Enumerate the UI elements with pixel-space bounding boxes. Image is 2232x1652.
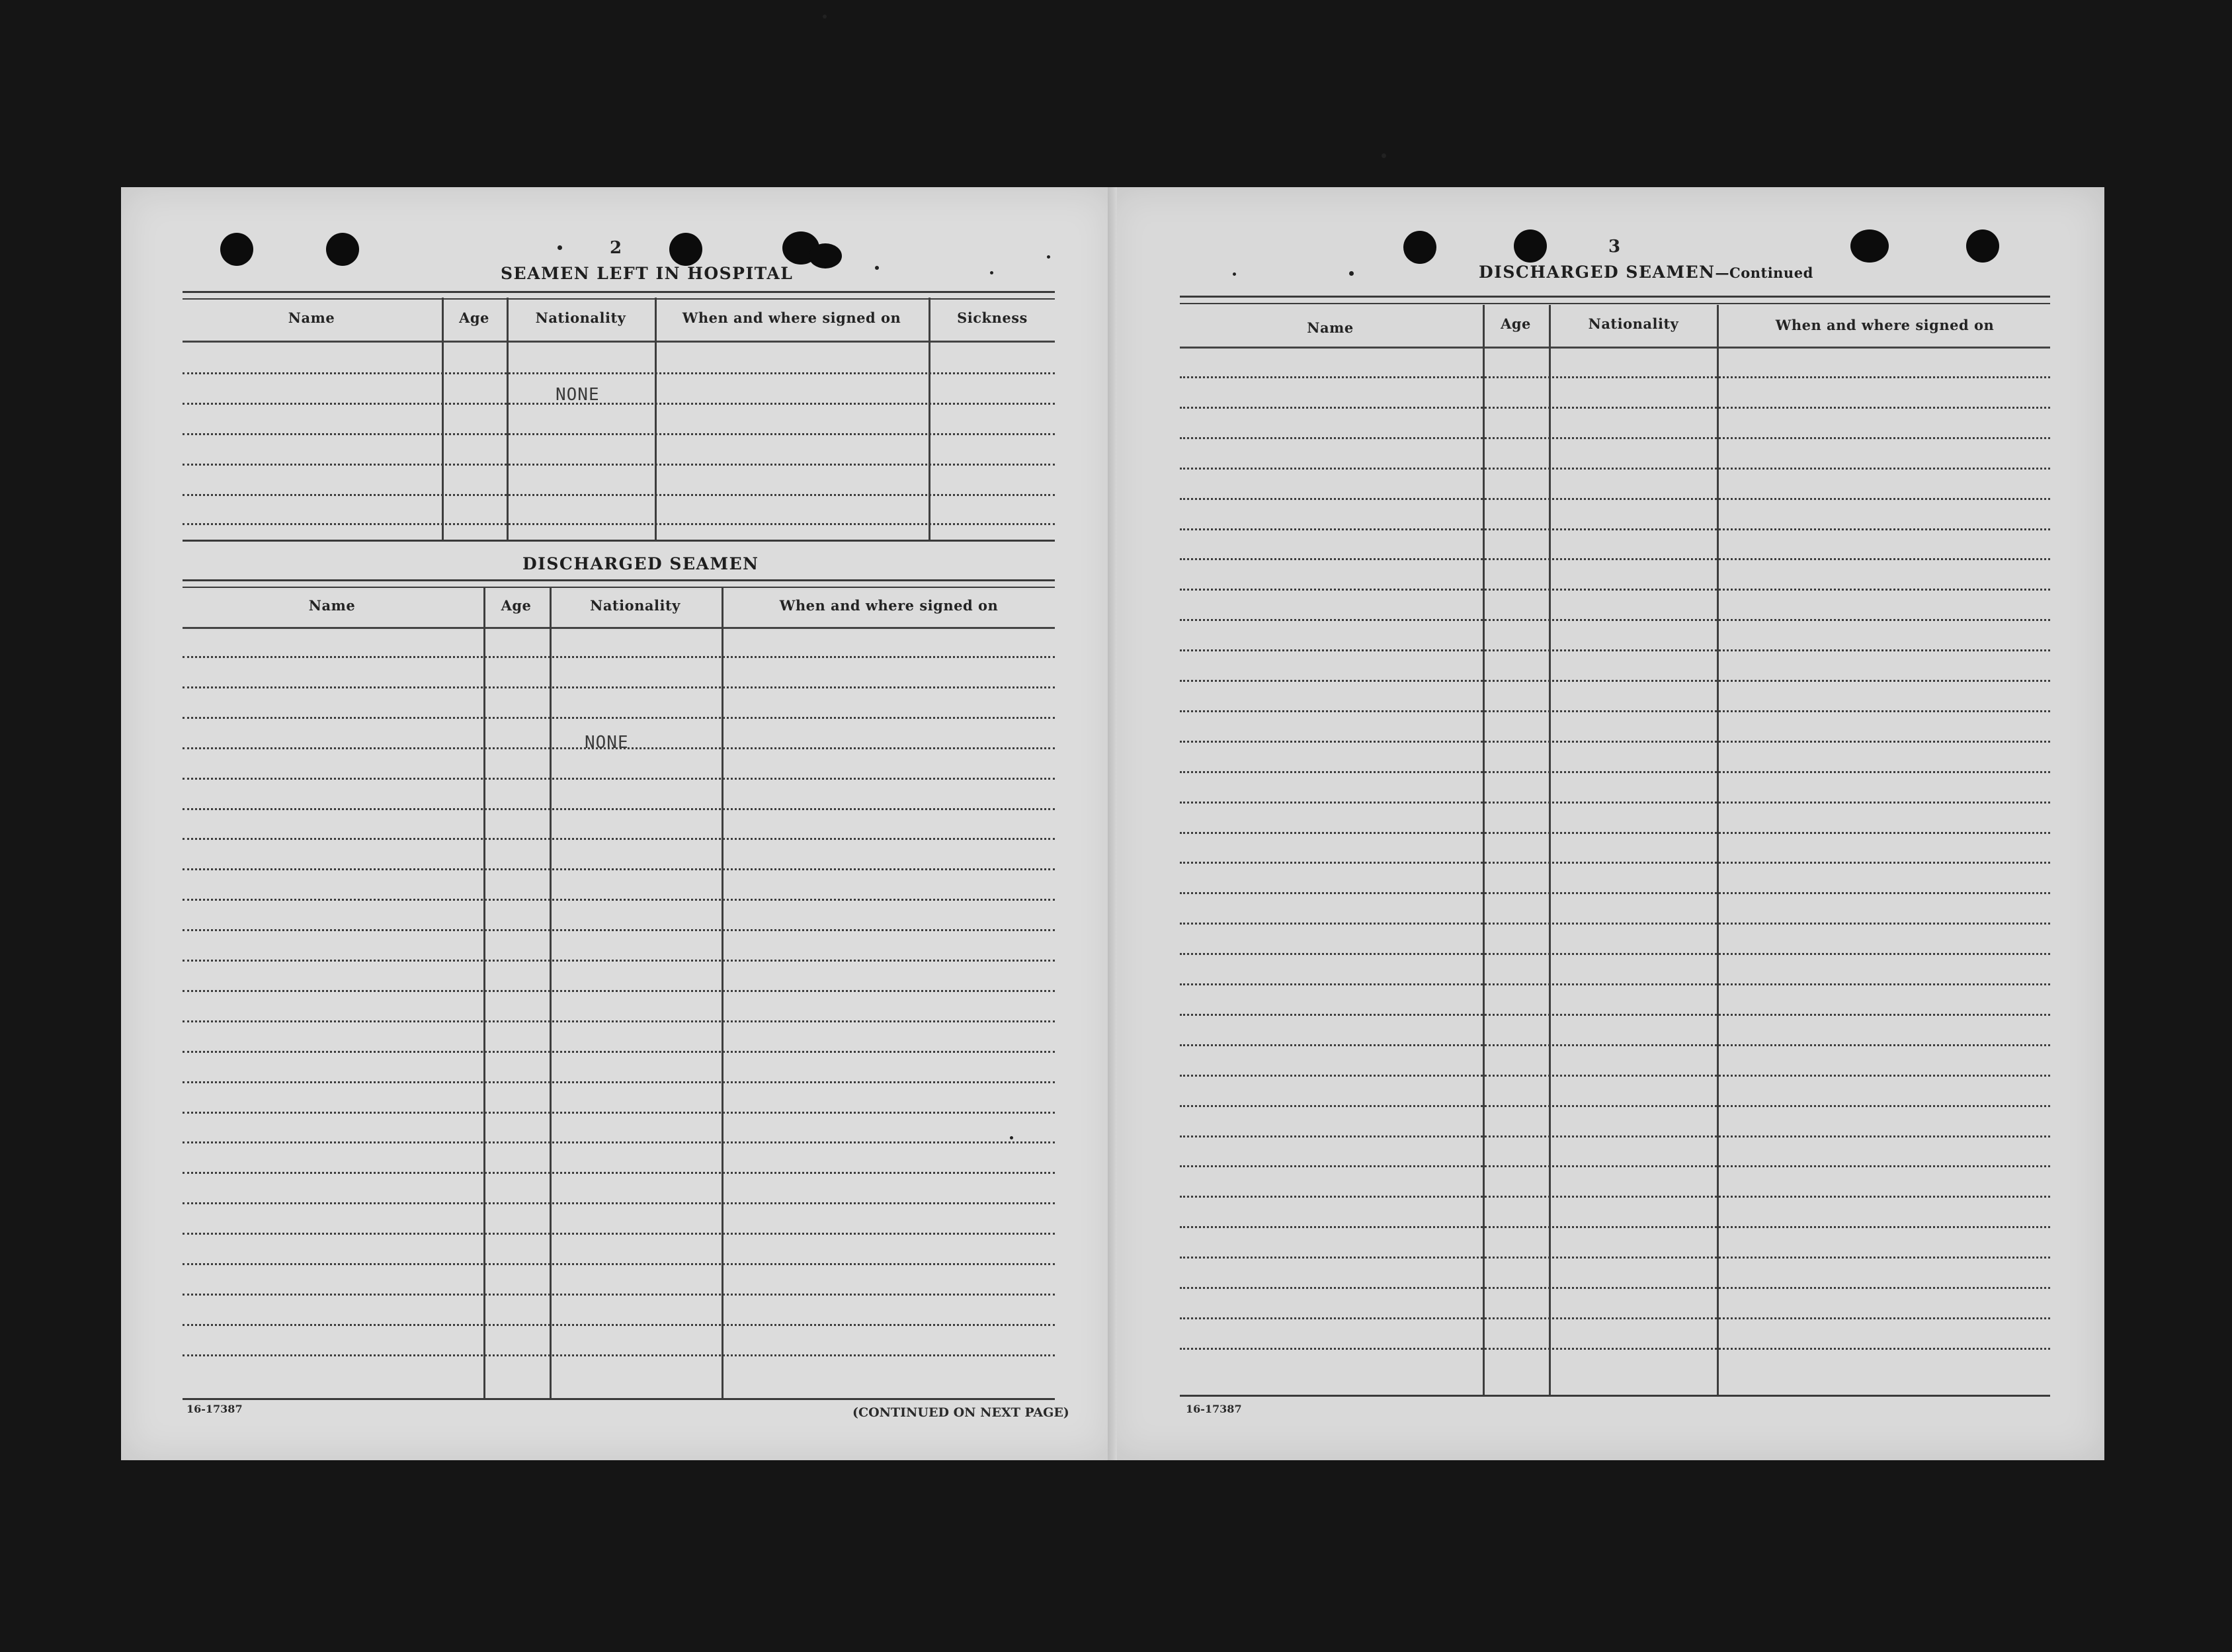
ruled-line — [1180, 710, 2050, 712]
punch-hole-icon — [1514, 229, 1547, 263]
form-number-left: 16-17387 — [186, 1403, 243, 1415]
col-head-sickness: Sickness — [957, 310, 1028, 326]
ruled-line — [183, 1112, 1055, 1114]
speck — [823, 15, 827, 19]
ruled-line — [1180, 862, 2050, 864]
ruled-line — [1180, 1014, 2050, 1016]
ruled-line — [1180, 1317, 2050, 1319]
col-head-nationality: Nationality — [535, 310, 626, 326]
ruled-line — [183, 717, 1055, 719]
speck — [1233, 272, 1236, 276]
ruled-line — [1180, 558, 2050, 560]
speck — [1382, 153, 1386, 158]
ruled-line — [1180, 1348, 2050, 1350]
ruled-line — [183, 1324, 1055, 1326]
ruled-line — [1180, 892, 2050, 894]
ruled-line — [1180, 1165, 2050, 1167]
ruled-line — [183, 1081, 1055, 1083]
ruled-line — [1180, 498, 2050, 500]
speck — [990, 271, 993, 274]
ruled-line — [183, 1263, 1055, 1265]
ruled-line — [1180, 407, 2050, 409]
page-fold — [1108, 187, 1117, 1460]
punch-hole-icon — [220, 233, 253, 266]
title-suffix: —Continued — [1715, 265, 1813, 281]
speck — [1349, 271, 1354, 276]
ruled-line — [183, 1172, 1055, 1174]
col-head-age: Age — [1501, 315, 1531, 332]
col-head-when-where: When and where signed on — [1775, 317, 1995, 333]
continued-note: (CONTINUED ON NEXT PAGE) — [852, 1405, 1069, 1420]
col-head-nationality: Nationality — [1588, 315, 1679, 332]
discharged-table-left — [183, 579, 1055, 1403]
discharged-entry: NONE — [585, 733, 629, 753]
ruled-line — [183, 686, 1055, 688]
ruled-line — [1180, 923, 2050, 925]
col-head-when-where: When and where signed on — [779, 597, 999, 614]
punch-hole-icon — [809, 243, 842, 268]
ruled-line — [183, 868, 1055, 870]
ruled-line — [183, 929, 1055, 931]
speck — [1047, 255, 1050, 259]
ruled-line — [1180, 741, 2050, 743]
hospital-section-title: SEAMEN LEFT IN HOSPITAL — [501, 264, 794, 283]
form-number-right: 16-17387 — [1186, 1403, 1242, 1415]
ruled-line — [1180, 376, 2050, 378]
col-head-name: Name — [308, 597, 356, 614]
ruled-line — [183, 778, 1055, 780]
ruled-line — [1180, 589, 2050, 591]
punch-hole-icon — [1850, 229, 1889, 263]
ruled-line — [1180, 649, 2050, 651]
col-head-when-where: When and where signed on — [682, 310, 901, 326]
ruled-line — [1180, 468, 2050, 470]
ruled-line — [1180, 953, 2050, 955]
discharged-continued-title — [1479, 263, 1813, 282]
hospital-entry: NONE — [556, 385, 600, 405]
speck — [875, 266, 879, 270]
punch-hole-icon — [669, 233, 702, 266]
col-head-name: Name — [288, 310, 335, 326]
ruled-line — [183, 899, 1055, 901]
ruled-line — [1180, 802, 2050, 804]
ruled-line — [183, 1020, 1055, 1022]
punch-hole-icon — [1966, 229, 1999, 263]
col-head-nationality: Nationality — [590, 597, 681, 614]
ruled-line — [183, 1141, 1055, 1143]
hospital-table — [183, 291, 1055, 542]
title-main: DISCHARGED SEAMEN — [1479, 263, 1715, 282]
ruled-line — [1180, 1287, 2050, 1289]
col-head-name: Name — [1307, 319, 1354, 336]
col-head-age: Age — [459, 310, 489, 326]
ruled-line — [1180, 1105, 2050, 1107]
discharged-section-title: DISCHARGED SEAMEN — [522, 554, 759, 573]
ruled-line — [183, 1354, 1055, 1356]
ruled-line — [183, 960, 1055, 962]
ruled-line — [183, 1051, 1055, 1053]
ruled-line — [1180, 528, 2050, 530]
col-head-age: Age — [501, 597, 532, 614]
discharged-table-right — [1180, 296, 2050, 1397]
punch-hole-icon — [1403, 231, 1436, 264]
ruled-line — [183, 656, 1055, 658]
ruled-line — [1180, 680, 2050, 682]
page-number-right: 3 — [1608, 237, 1621, 257]
ruled-line — [1180, 1136, 2050, 1137]
ruled-line — [183, 1202, 1055, 1204]
ruled-line — [183, 808, 1055, 810]
punch-hole-icon — [326, 233, 359, 266]
ruled-line — [1180, 437, 2050, 439]
ruled-line — [1180, 1196, 2050, 1198]
ruled-line — [1180, 832, 2050, 834]
ruled-line — [1180, 983, 2050, 985]
ruled-line — [183, 838, 1055, 840]
ruled-line — [183, 1233, 1055, 1235]
ruled-line — [183, 990, 1055, 992]
ruled-line — [183, 1294, 1055, 1296]
speck — [558, 245, 562, 250]
ruled-line — [1180, 771, 2050, 773]
ruled-line — [1180, 1075, 2050, 1077]
ruled-line — [1180, 1044, 2050, 1046]
ruled-line — [1180, 619, 2050, 621]
ruled-line — [1180, 1226, 2050, 1228]
page-number-left: 2 — [610, 238, 622, 258]
ruled-line — [1180, 1257, 2050, 1259]
